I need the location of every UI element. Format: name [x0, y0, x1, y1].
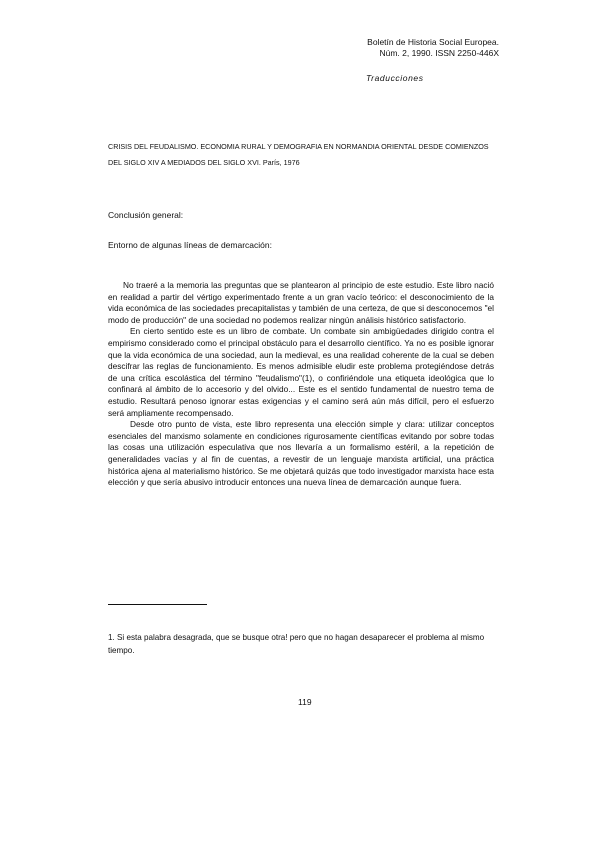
paragraph-3: Desde otro punto de vista, este libro representa una elección simple y clara: utilizar conceptos esenciales del marxismo solamente en condiciones rigurosamente científicas evitando por sobre todas las cosas una utilización especulativa que nos llevaría a un formalismo estéril, a la repetición de generalidades vacías y al fin de cuentas, a revestir de un lenguaje marxista artificial, una práctica histórica ajena al materialismo histórico. Se me objetará quizás que todo investigador marxista hace esta elección y que sería abusivo introducir entonces una nueva línea de demarcación aunque fuera. — [108, 419, 494, 488]
conclusion-heading: Conclusión general: — [108, 210, 184, 220]
paragraph-2: En cierto sentido este es un libro de combate. Un combate sin ambigüedades dirigido contra el empirismo considerado como el principal obstáculo para el desarrollo científico. Ya no es posible ignorar que la vida económica de una sociedad, aun la medieval, es una realidad coherente de la cual se deben descifrar las reglas de funcionamiento. Es menos admisible eludir este problema protegiéndose detrás de una crítica escolástica del término "feudalismo"(1), o confiriéndole una etiqueta ideológica que lo confinará al ámbito de lo accesorio y del olvido... Este es el sentido fundamental de nuestro tema de estudio. Resultará penoso ignorar estas exigencias y el camino será aún más difícil, pero el esfuerzo será ampliamente recompensado. — [108, 326, 494, 418]
article-title: CRISIS DEL FEUDALISMO. ECONOMIA RURAL Y DEMOGRAFIA EN NORMANDIA ORIENTAL DESDE COMIENZOS DEL SIGLO XIV A MEDIADOS DEL SIGLO XVI. París, 1976 — [108, 142, 489, 167]
section-label: Traducciones — [366, 73, 424, 83]
paragraph-1: No traeré a la memoria las preguntas que se plantearon al principio de este estudio. Este libro nació en realidad a partir del vértigo experimentado frente a un gran vacío teórico: el desconocimiento de la vida económica de las sociedades precapitalistas y también de una certeza, de que si desconocemos "el modo de producción" de una sociedad no podemos realizar ningún análisis histórico satisfactorio. — [108, 280, 494, 325]
footnote: 1. Si esta palabra desagrada, que se busque otra! pero que no hagan desaparecer el problema al mismo tiempo. — [108, 633, 485, 655]
footnote-divider — [108, 604, 207, 605]
journal-name: Boletín de Historia Social Europea. — [367, 37, 499, 47]
journal-citation — [367, 37, 499, 59]
journal-issue: Núm. 2, 1990. ISSN 2250-446X — [379, 48, 499, 58]
subheading: Entorno de algunas líneas de demarcación: — [108, 240, 272, 250]
body-text — [108, 280, 494, 489]
page-number: 119 — [298, 697, 312, 707]
